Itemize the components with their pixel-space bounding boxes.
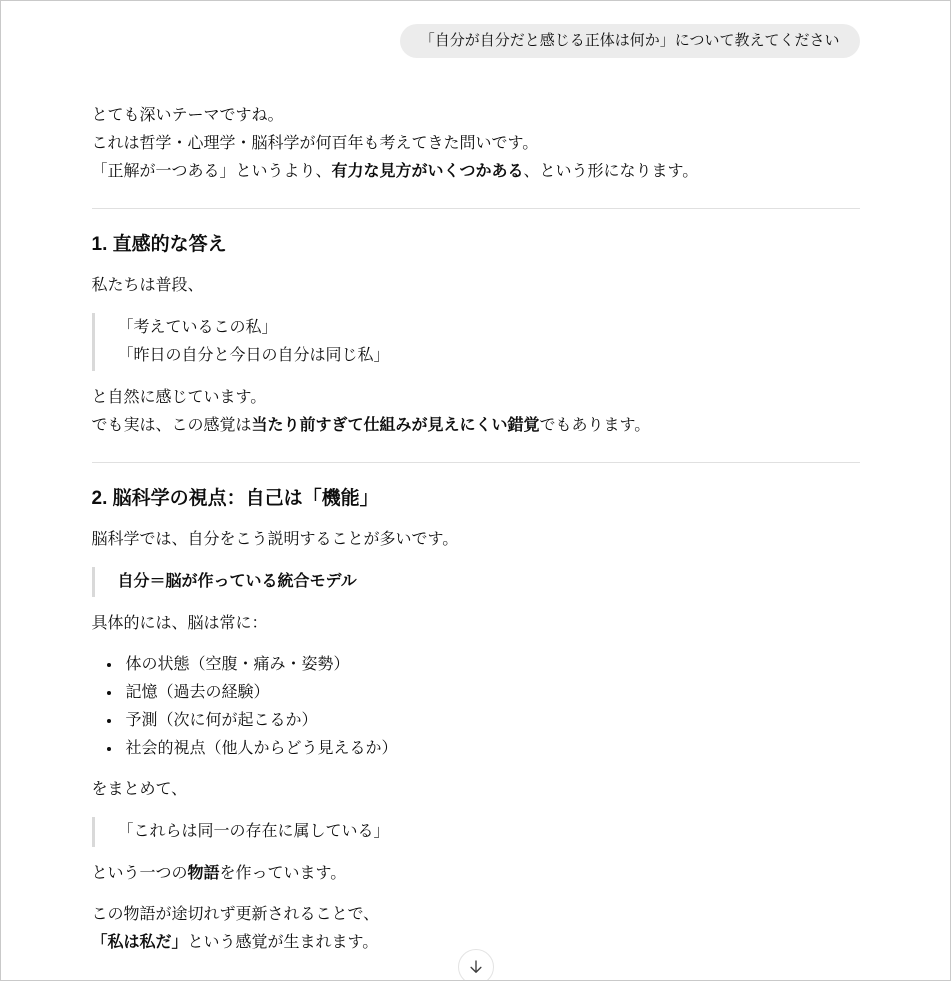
bullet-list — [92, 651, 860, 763]
text-run: 「これらは同一の存在に属している」 — [117, 823, 390, 840]
text-run: これは哲学・心理学・脳科学が何百年も考えてきた問いです。 — [91, 135, 539, 152]
paragraph — [92, 384, 860, 440]
section-divider — [92, 462, 860, 463]
user-message-bubble — [400, 24, 860, 58]
user-message-row — [92, 1, 860, 58]
section-heading-1: 1. 直感的な答え — [91, 234, 227, 255]
text-run-bold: 自分＝脳が作っている統合モデル — [117, 573, 357, 590]
scroll-to-bottom-button[interactable] — [458, 949, 494, 981]
user-message-text: 「自分が自分だと感じる正体は何か」について教えてください — [419, 32, 840, 49]
list-item: • 体の状態（空腹・痛み・姿勢） — [122, 651, 860, 679]
text-run-bold: 「私は私だ」 — [91, 934, 188, 951]
list-item: • 社会的視点（他人からどう見えるか） — [122, 735, 860, 763]
arrow-down-icon — [467, 958, 485, 976]
text-run: 「昨日の自分と今日の自分は同じ私」 — [117, 347, 390, 364]
text-run: 「正解が一つある」というより、 — [91, 163, 332, 180]
paragraph: をまとめて、 — [91, 781, 188, 798]
section-heading-2: 2. 脳科学の視点：自己は「機能」 — [91, 488, 379, 509]
intro-paragraph — [92, 102, 860, 186]
blockquote — [92, 817, 860, 847]
assistant-message — [92, 102, 860, 957]
text-run: を作っています。 — [219, 865, 347, 882]
text-run: この物語が途切れず更新されることで、 — [91, 906, 380, 923]
text-run: と自然に感じています。 — [91, 389, 267, 406]
paragraph: 具体的には、脳は常に： — [91, 615, 268, 632]
text-run-bold: 当たり前すぎて仕組みが見えにくい錯覚 — [251, 417, 540, 434]
paragraph: 脳科学では、自分をこう説明することが多いです。 — [91, 531, 459, 548]
blockquote — [92, 313, 860, 371]
paragraph: 私たちは普段、 — [91, 277, 204, 294]
blockquote — [92, 567, 860, 597]
text-run-bold: 物語 — [187, 865, 220, 882]
conversation-thread — [92, 1, 860, 957]
text-run: 「考えているこの私」 — [117, 319, 278, 336]
text-run: 、という形になります。 — [523, 163, 699, 180]
text-run: という感覚が生まれます。 — [187, 934, 379, 951]
text-run-bold: 有力な見方がいくつかある — [331, 163, 524, 180]
text-run: でも実は、この感覚は — [91, 417, 252, 434]
list-item: • 予測（次に何が起こるか） — [122, 707, 860, 735]
paragraph — [92, 860, 860, 888]
text-run: という一つの — [91, 865, 188, 882]
list-item: • 記憶（過去の経験） — [122, 679, 860, 707]
text-run: とても深いテーマですね。 — [91, 107, 284, 124]
text-run: でもあります。 — [539, 417, 651, 434]
section-divider — [92, 208, 860, 209]
